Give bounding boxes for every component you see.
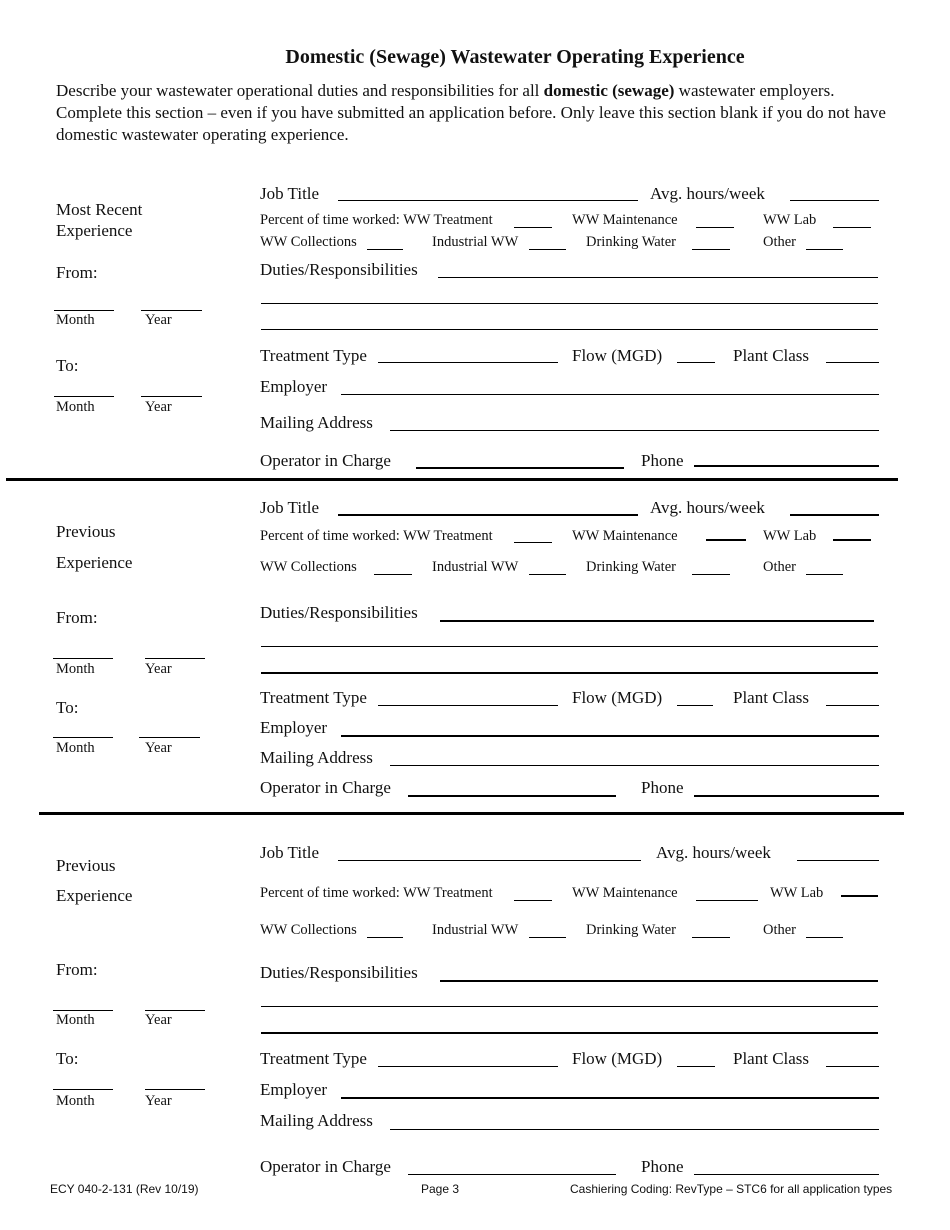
other-field[interactable] (806, 937, 843, 938)
ww-lab-label: WW Lab (763, 528, 817, 544)
industrial-ww-field[interactable] (529, 574, 566, 575)
from-month-label: Month (56, 312, 95, 328)
ww-treatment-label: Percent of time worked: WW Treatment (260, 528, 493, 544)
other-label: Other (763, 559, 797, 575)
operator-field[interactable] (408, 1174, 616, 1175)
duties-line-2[interactable] (261, 646, 878, 647)
treatment-type-label: Treatment Type (260, 1049, 367, 1068)
mailing-address-label: Mailing Address (260, 748, 373, 767)
ww-maintenance-field[interactable] (696, 227, 734, 228)
employer-field[interactable] (341, 735, 879, 737)
phone-field[interactable] (694, 1174, 879, 1175)
ww-collections-label: WW Collections (260, 559, 357, 575)
flow-field[interactable] (677, 362, 715, 363)
treatment-type-label: Treatment Type (260, 688, 367, 707)
job-title-field[interactable] (338, 514, 638, 516)
to-month-line[interactable] (53, 1089, 113, 1090)
to-year-line[interactable] (139, 737, 200, 738)
intro-text-end: wastewater employers. Complete this section – even if you have submitted an application before. Only leave this section blank if you do not have domestic wastewater operating experience. (56, 81, 886, 144)
industrial-ww-field[interactable] (529, 249, 566, 250)
other-field[interactable] (806, 249, 843, 250)
other-label: Other (763, 922, 797, 938)
employer-label: Employer (260, 1080, 328, 1099)
to-label: To: (56, 1049, 79, 1068)
to-month-line[interactable] (54, 396, 114, 397)
from-year-label: Year (145, 661, 172, 677)
flow-field[interactable] (677, 705, 713, 706)
to-month-line[interactable] (53, 737, 113, 738)
plant-class-field[interactable] (826, 1066, 879, 1067)
avg-hours-field[interactable] (797, 860, 879, 861)
plant-class-label: Plant Class (733, 688, 810, 707)
page-title: Domestic (Sewage) Wastewater Operating Experience (285, 46, 745, 68)
job-title-field[interactable] (338, 860, 641, 861)
cashiering-coding: Cashiering Coding: RevType – STC6 for all application types (570, 1182, 893, 1196)
ww-treatment-field[interactable] (514, 542, 552, 543)
drinking-water-field[interactable] (692, 937, 730, 938)
industrial-ww-field[interactable] (529, 937, 566, 938)
ww-treatment-label: Percent of time worked: WW Treatment (260, 212, 493, 228)
employer-field[interactable] (341, 1097, 879, 1099)
flow-label: Flow (MGD) (572, 1049, 663, 1068)
section-divider (39, 812, 904, 815)
job-title-label: Job Title (260, 498, 320, 517)
flow-label: Flow (MGD) (572, 346, 663, 365)
ww-treatment-field[interactable] (514, 900, 552, 901)
ww-lab-field[interactable] (833, 227, 871, 228)
duties-line-3[interactable] (261, 672, 878, 674)
page-number: Page 3 (421, 1182, 460, 1196)
ww-maintenance-label: WW Maintenance (572, 885, 678, 901)
from-month-line[interactable] (54, 310, 114, 311)
plant-class-field[interactable] (826, 705, 879, 706)
phone-field[interactable] (694, 465, 879, 467)
plant-class-label: Plant Class (733, 1049, 810, 1068)
industrial-ww-label: Industrial WW (432, 234, 519, 250)
mailing-address-field[interactable] (390, 430, 879, 431)
phone-field[interactable] (694, 795, 879, 797)
ww-collections-label: WW Collections (260, 922, 357, 938)
ww-maintenance-field[interactable] (706, 539, 746, 541)
ww-maintenance-label: WW Maintenance (572, 212, 678, 228)
ww-lab-label: WW Lab (763, 212, 817, 228)
from-label: From: (56, 263, 98, 282)
operator-label: Operator in Charge (260, 451, 391, 470)
section-heading-line1: Most Recent (56, 200, 143, 219)
mailing-address-field[interactable] (390, 765, 879, 766)
duties-field[interactable] (438, 277, 878, 278)
drinking-water-label: Drinking Water (586, 234, 676, 250)
intro-text-bold: domestic (sewage) (543, 81, 675, 100)
section-heading-line2: Experience (56, 553, 133, 572)
duties-line-2[interactable] (261, 303, 878, 304)
drinking-water-label: Drinking Water (586, 922, 676, 938)
employer-label: Employer (260, 718, 328, 737)
from-month-label: Month (56, 661, 95, 677)
duties-label: Duties/Responsibilities (260, 260, 418, 279)
from-year-label: Year (145, 1012, 172, 1028)
from-month-line[interactable] (53, 658, 113, 659)
plant-class-label: Plant Class (733, 346, 810, 365)
section-heading-line1: Previous (56, 856, 116, 875)
to-label: To: (56, 356, 79, 375)
from-year-label: Year (145, 312, 172, 328)
ww-treatment-label: Percent of time worked: WW Treatment (260, 885, 493, 901)
from-year-line[interactable] (141, 310, 202, 311)
ww-lab-field[interactable] (833, 539, 871, 541)
ww-maintenance-label: WW Maintenance (572, 528, 678, 544)
ww-lab-label: WW Lab (770, 885, 824, 901)
operator-field[interactable] (416, 467, 624, 469)
plant-class-field[interactable] (826, 362, 879, 363)
treatment-type-label: Treatment Type (260, 346, 367, 365)
from-month-label: Month (56, 1012, 95, 1028)
treatment-type-field[interactable] (378, 362, 558, 363)
ww-maintenance-field[interactable] (696, 900, 758, 901)
to-month-label: Month (56, 399, 95, 415)
ww-collections-field[interactable] (367, 249, 403, 250)
intro-text-start: Describe your wastewater operational duties and responsibilities for all (56, 81, 544, 100)
flow-field[interactable] (677, 1066, 715, 1067)
avg-hours-label: Avg. hours/week (650, 498, 765, 517)
employer-label: Employer (260, 377, 328, 396)
mailing-address-label: Mailing Address (260, 1111, 373, 1130)
job-title-label: Job Title (260, 184, 320, 203)
from-label: From: (56, 960, 98, 979)
from-month-line[interactable] (53, 1010, 113, 1011)
treatment-type-field[interactable] (378, 705, 558, 706)
to-month-label: Month (56, 740, 95, 756)
drinking-water-label: Drinking Water (586, 559, 676, 575)
duties-label: Duties/Responsibilities (260, 963, 418, 982)
form-number: ECY 040-2-131 (Rev 10/19) (50, 1182, 199, 1196)
mailing-address-label: Mailing Address (260, 413, 373, 432)
ww-lab-field[interactable] (841, 895, 878, 897)
duties-field[interactable] (440, 620, 874, 622)
section-divider (6, 478, 898, 481)
other-label: Other (763, 234, 797, 250)
operator-field[interactable] (408, 795, 616, 797)
to-year-line[interactable] (141, 396, 202, 397)
operator-label: Operator in Charge (260, 1157, 391, 1176)
duties-line-3[interactable] (261, 1032, 878, 1034)
avg-hours-label: Avg. hours/week (656, 843, 771, 862)
to-label: To: (56, 698, 79, 717)
ww-collections-label: WW Collections (260, 234, 357, 250)
to-year-label: Year (145, 1093, 172, 1109)
drinking-water-field[interactable] (692, 249, 730, 250)
other-field[interactable] (806, 574, 843, 575)
phone-label: Phone (641, 778, 684, 797)
employer-field[interactable] (341, 394, 879, 395)
phone-label: Phone (641, 451, 684, 470)
ww-collections-field[interactable] (367, 937, 403, 938)
section-heading-line2: Experience (56, 221, 133, 240)
instructions (56, 80, 896, 146)
avg-hours-field[interactable] (790, 514, 879, 516)
to-year-label: Year (145, 740, 172, 756)
ww-collections-field[interactable] (374, 574, 412, 575)
avg-hours-field[interactable] (790, 200, 879, 201)
section-heading-line1: Previous (56, 522, 116, 541)
duties-line-3[interactable] (261, 329, 878, 330)
industrial-ww-label: Industrial WW (432, 922, 519, 938)
to-year-label: Year (145, 399, 172, 415)
to-month-label: Month (56, 1093, 95, 1109)
job-title-label: Job Title (260, 843, 320, 862)
phone-label: Phone (641, 1157, 684, 1176)
from-year-line[interactable] (145, 1010, 205, 1011)
duties-line-2[interactable] (261, 1006, 878, 1007)
duties-label: Duties/Responsibilities (260, 603, 418, 622)
job-title-field[interactable] (338, 200, 638, 201)
flow-label: Flow (MGD) (572, 688, 663, 707)
section-heading-line2: Experience (56, 886, 133, 905)
ww-treatment-field[interactable] (514, 227, 552, 228)
industrial-ww-label: Industrial WW (432, 559, 519, 575)
from-label: From: (56, 608, 98, 627)
avg-hours-label: Avg. hours/week (650, 184, 765, 203)
mailing-address-field[interactable] (390, 1129, 879, 1130)
operator-label: Operator in Charge (260, 778, 391, 797)
drinking-water-field[interactable] (692, 574, 730, 575)
treatment-type-field[interactable] (378, 1066, 558, 1067)
to-year-line[interactable] (145, 1089, 205, 1090)
from-year-line[interactable] (145, 658, 205, 659)
duties-field[interactable] (440, 980, 878, 982)
